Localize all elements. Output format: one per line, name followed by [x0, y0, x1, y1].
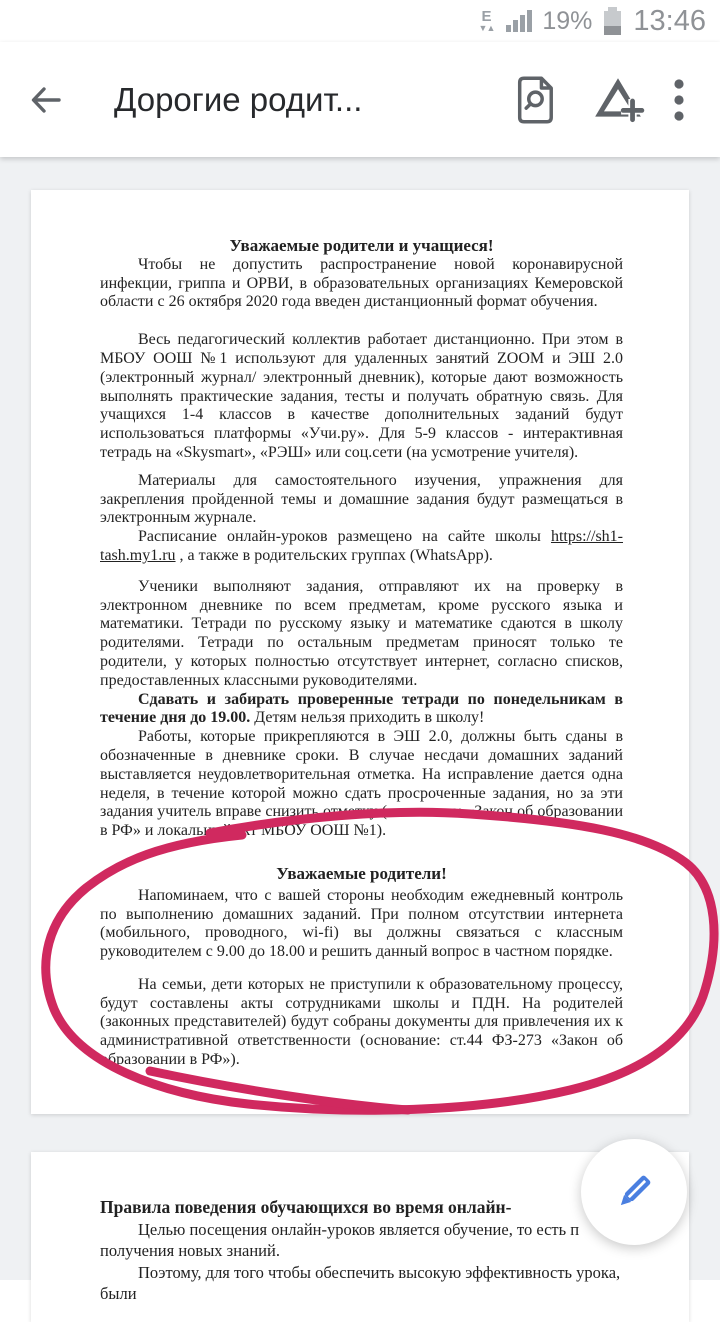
overflow-menu-icon[interactable] [662, 72, 696, 128]
paragraph-line: Поэтому, для того чтобы обеспечить высокую эффективность урока, были [100, 1262, 623, 1305]
clock-label: 13:46 [633, 5, 706, 38]
edge-network-icon: E ▼▲ [479, 9, 495, 33]
paragraph: Материалы для самостоятельного изучения, упражнения для закрепления пройденной темы и домашние задания будут размещаться в электронным журнале. [100, 472, 623, 528]
paragraph: Весь педагогический коллектив работает дистанционно. При этом в МБОУ ООШ №1 используют для удаленных занятий ZOOM и ЭШ 2.0 (электронный журнал/ электронный дневник), которые дают возможность выполнять практические задания, тесты и получать обратную связь. Для учащихся 1-4 классов в качестве дополнительных заданий будут использоваться платформы «Учи.ру». Для 5-9 классов - интерактивная тетрадь на «Skysmart», «РЭШ» или соц.сети (на усмотрение учителя). [100, 331, 623, 463]
paragraph: Чтобы не допустить распространение новой коронавирусной инфекции, гриппа и ОРВИ, в образовательных организациях Кемеровской области с 26 октября 2020 года введен дистанционный формат обучения. [100, 256, 623, 312]
signal-strength-icon [506, 10, 532, 32]
school-site-link[interactable]: https://sh1-tash.my1.ru [100, 528, 623, 564]
paragraph: Работы, которые прикрепляются в ЭШ 2.0, должны быть сданы в обозначенные в дневнике сроки. В случае несдачи домашних заданий выставляется неудовлетворительная отметка. На исправление дается одна неделя, в течение которой можно сдать просроченные задания, но за эти задания учитель вправе снизить отметку (основание: «Закон об образовании в РФ» и локальный акт МБОУ ООШ №1). [100, 728, 623, 841]
search-in-document-icon[interactable] [508, 72, 564, 128]
battery-icon [604, 7, 621, 35]
status-bar [0, 0, 720, 42]
page2-heading: Правила поведения обучающихся во время онлайн- [100, 1197, 623, 1219]
pdf-page-1 [31, 190, 689, 1114]
paragraph-bold-notice [100, 691, 623, 729]
paragraph-with-link [100, 528, 623, 566]
notice-tail-text: Детям нельзя приходить в школу! [250, 709, 484, 726]
annotate-fab-button[interactable] [581, 1139, 687, 1245]
page1-heading-2: Уважаемые родители! [100, 865, 623, 884]
document-title: Дорогие родит... [114, 81, 482, 119]
add-to-drive-icon[interactable] [590, 72, 646, 128]
link-paragraph-text: Расписание онлайн-уроков размещено на сайте школы [138, 528, 551, 545]
page1-heading: Уважаемые родители и учащиеся! [100, 237, 623, 256]
bold-notice-text: Сдавать и забирать проверенные тетради по понедельникам в течение дня до 19.00. [100, 691, 623, 727]
app-bar [0, 42, 720, 157]
battery-percent-label: 19% [542, 7, 592, 36]
paragraph-line: получения новых знаний. [100, 1240, 623, 1262]
paragraph: Напоминаем, что с вашей стороны необходим ежедневный контроль по выполнению домашних заданий. При полном отсутствии интернета (мобильного, проводного, wi-fi) вы должны связаться с классным руководителем с 9.00 до 18.00 и решить данный вопрос в частном порядке. [100, 887, 623, 962]
document-viewer[interactable] [0, 157, 720, 1280]
back-arrow-icon[interactable] [24, 78, 68, 122]
paragraph: Ученики выполняют задания, отправляют их на проверку в электронном дневнике по всем предметам, кроме русского языка и математики. Тетради по русскому языку и математике сдаются в школу родителями. Тетради по остальным предметам приносят только те родители, у которых полностью отсутствует интернет, согласно списков, предоставленных классными руководителями. [100, 578, 623, 691]
paragraph-line: Целью посещения онлайн-уроков является обучение, то есть п [100, 1219, 623, 1241]
pencil-edit-icon [607, 1165, 661, 1219]
paragraph: На семьи, дети которых не приступили к образовательному процессу, будут составлены акты сотрудниками школы и ПДН. На родителей (законных представителей) будут собраны документы для привлечения их к административной ответственности (основание: ст.44 ФЗ-273 «Закон об образовании в РФ»). [100, 976, 623, 1070]
link-paragraph-tail: , а также в родительских группах (WhatsApp). [176, 547, 493, 564]
